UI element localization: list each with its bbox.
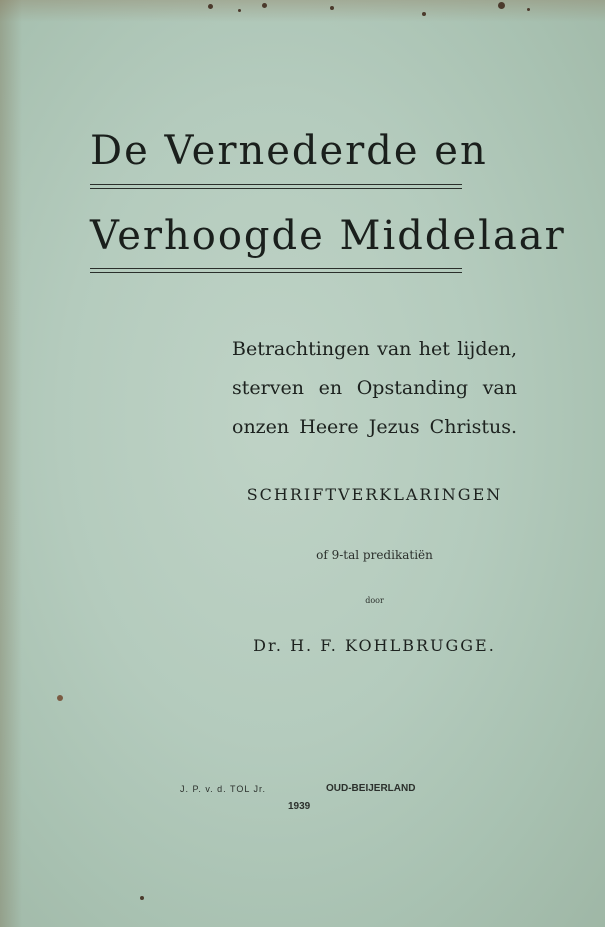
- title-rule-2: [90, 268, 462, 273]
- sermon-count-note: of 9-tal predikatiën: [316, 548, 433, 562]
- foxing-speck: [527, 8, 530, 11]
- section-heading: SCHRIFTVERKLARINGEN: [246, 485, 503, 504]
- foxing-speck: [262, 3, 267, 8]
- subtitle-line-3: onzen Heere Jezus Christus.: [232, 416, 517, 438]
- foxing-speck: [238, 9, 241, 12]
- by-label: door: [365, 596, 384, 605]
- subtitle-line-2: sterven en Opstanding van: [232, 377, 517, 399]
- publication-year: 1939: [288, 801, 311, 812]
- subtitle-line-1: Betrachtingen van het lijden,: [232, 338, 517, 360]
- foxing-speck: [57, 695, 63, 701]
- title-line-2: Verhoogde Middelaar: [90, 213, 566, 259]
- publisher-name: J. P. v. d. TOL Jr.: [180, 784, 267, 794]
- foxing-speck: [498, 2, 505, 9]
- foxing-speck: [422, 12, 426, 16]
- author-name: Dr. H. F. KOHLBRUGGE.: [253, 636, 496, 655]
- page-edge-top: [0, 0, 605, 22]
- page-edge-left: [0, 0, 22, 927]
- foxing-speck: [208, 4, 213, 9]
- title-rule-1: [90, 184, 462, 189]
- title-line-1: De Vernederde en: [90, 128, 488, 174]
- publication-place: OUD-BEIJERLAND: [326, 783, 416, 794]
- foxing-speck: [140, 896, 144, 900]
- foxing-speck: [330, 6, 334, 10]
